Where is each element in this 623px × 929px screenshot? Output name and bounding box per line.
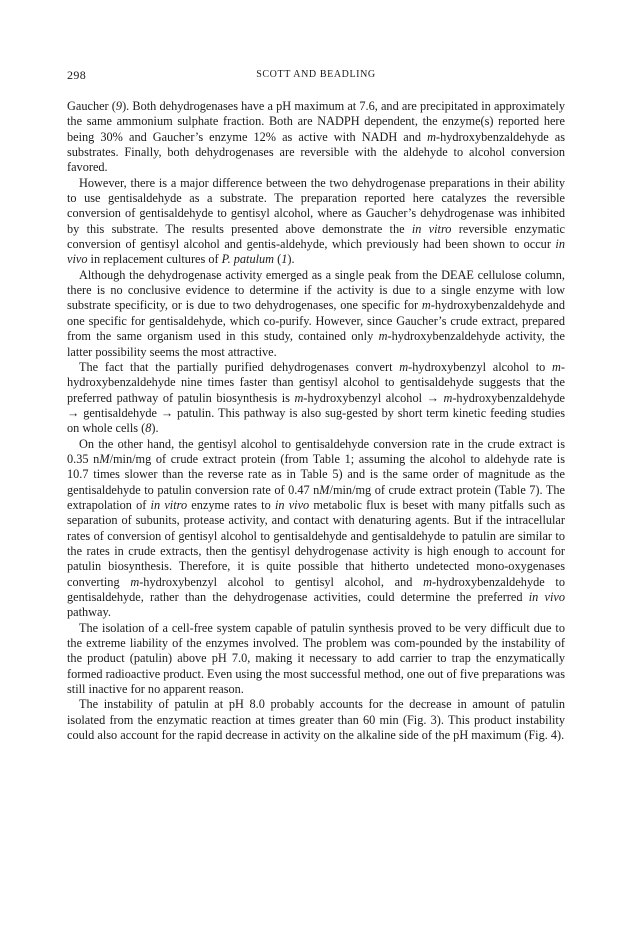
text-run: -hydroxybenzyl alcohol to xyxy=(408,359,552,374)
text-run: Gaucher ( xyxy=(67,99,116,113)
journal-page xyxy=(67,68,565,918)
italic-text: m xyxy=(378,329,388,344)
text-run: -hydroxybenzaldehyde activity, the latter possibility seems the most attractive. xyxy=(67,329,565,359)
text-run: /min/mg of crude extract protein (from Table 1; assuming the alcohol to aldehyde rate is 10.7 times slower than the reverse rate as in Table 5) and is the same order of magnitude as the gentisaldehyde to patulin conversion rate of 0.47 n xyxy=(67,451,565,497)
italic-text: m xyxy=(443,390,453,405)
italic-text: P. patulum xyxy=(221,252,275,267)
paragraph-3 xyxy=(67,268,565,360)
text-run: ). xyxy=(151,421,159,436)
italic-text: m xyxy=(399,359,409,374)
running-head xyxy=(67,68,565,86)
text-run: in replacement cultures of xyxy=(87,252,222,267)
text-run: -hydroxybenzaldehyde to gentisaldehyde, rather than the dehydrogenase activities, could determine the preferred xyxy=(67,574,565,604)
italic-text: m xyxy=(427,129,437,144)
italic-text: in vitro xyxy=(411,221,452,236)
running-title: SCOTT AND BEADLING xyxy=(256,69,376,80)
text-run: The isolation of a cell-free system capable of patulin synthesis proved to be very difficult due to the extreme liability of the enzymes involved. The problem was com-pounded by the instability of the product (patulin) above pH 7.0, making it necessary to add carrier to trap the enzymatically formed radioactive product. Even using the most successful method, one out of five preparations was still inactive for no apparent reason. xyxy=(67,620,565,697)
italic-text: in vivo xyxy=(274,497,310,512)
text-run: The instability of patulin at pH 8.0 probably accounts for the decrease in amount of patulin isolated from the enzymatic reaction at times greater than 60 min (Fig. 3). This product instability could also account for the rapid decrease in activity on the alkaline side of the pH maximum (Fig. 4). xyxy=(67,697,565,743)
paragraph-7 xyxy=(67,697,565,743)
text-run: ). xyxy=(287,252,295,267)
italic-text: in vivo xyxy=(528,590,565,604)
italic-text: m xyxy=(423,574,433,589)
italic-text: 8 xyxy=(145,421,152,436)
text-run: pathway. xyxy=(67,605,111,620)
text-run: -hydroxybenzaldehyde as substrates. Finally, both dehydrogenases are reversible with the aldehyde to alcohol conversion favored. xyxy=(67,129,565,175)
text-run: However, there is a major difference between the two dehydrogenase preparations in their ability to use gentisaldehyde as a substrate. The preparation reported here catalyzes the reversible conversion of gentisaldehyde to gentisyl alcohol, where as Gaucher’s dehydrogenase was inhibited by this substrate. The results presented above demonstrate the xyxy=(67,175,565,236)
text-run: enzyme rates to xyxy=(187,497,275,512)
italic-text: m xyxy=(130,574,140,589)
italic-text: m xyxy=(294,390,304,405)
italic-text: in vitro xyxy=(150,497,188,512)
text-run: -hydroxybenzaldehyde → gentisaldehyde → patulin. This pathway is also sug-gested by short term kinetic feeding studies on whole cells ( xyxy=(67,390,566,436)
paragraph-1 xyxy=(67,99,565,176)
text-run: The fact that the partially purified dehydrogenases convert xyxy=(79,359,400,374)
text-run: -hydroxybenzaldehyde and one specific for gentisaldehyde, which co-purify. However, since Gaucher’s crude extract, prepared from the same organism used in this study, contained only xyxy=(67,298,565,344)
paragraph-2 xyxy=(67,176,565,268)
paragraph-5 xyxy=(67,437,565,621)
italic-text: m xyxy=(421,298,431,313)
paragraph-4 xyxy=(67,360,565,437)
text-run: metabolic flux is beset with many pitfalls such as separation of subunits, protease activity, and contact with denaturing agents. But if the intracellular rates of conversion of gentisyl alcohol to gentisaldehyde and gentisaldehyde to patulin are similar to the rates in crude extracts, then the gentisyl dehydrogenase activity is high enough to account for patulin biosynthesis. Therefore, it is quite possible that hitherto undetected mono-oxygenases converting xyxy=(67,497,565,589)
italic-text: 1 xyxy=(281,252,288,267)
text-run: -hydroxybenzaldehyde nine times faster than gentisyl alcohol to gentisaldehyde suggests that the preferred pathway of patulin biosynthesis is xyxy=(67,359,565,405)
text-run: -hydroxybenzyl alcohol → xyxy=(303,390,444,405)
article-body xyxy=(67,99,565,743)
text-run: On the other hand, the gentisyl alcohol to gentisaldehyde conversion rate in the crude extract is 0.35 n xyxy=(67,436,565,466)
italic-text: in vivo xyxy=(67,237,565,267)
italic-text: M xyxy=(99,451,110,466)
text-run: Although the dehydrogenase activity emerged as a single peak from the DEAE cellulose column, there is no conclusive evidence to determine if the activity is due to a single enzyme with low substrate specificity, or is due to two dehydrogenases, one specific for xyxy=(67,267,565,313)
text-run: /min/mg of crude extract protein (Table 7). The extrapolation of xyxy=(67,482,565,512)
text-run: reversible enzymatic conversion of gentisyl alcohol and gentis-aldehyde, which previously had been shown to occur xyxy=(67,221,565,252)
paragraph-6 xyxy=(67,621,565,698)
page-number: 298 xyxy=(67,68,87,82)
italic-text: M xyxy=(319,482,330,497)
italic-text: 9 xyxy=(115,99,123,113)
text-run: ). Both dehydrogenases have a pH maximum at 7.6, and are precipitated in approximately the same ammonium sulphate fraction. Both are NADPH dependent, the enzyme(s) reported here being 30% and Gaucher’s enzyme 12% as active with NADH and xyxy=(67,99,565,144)
text-run: ( xyxy=(274,252,282,267)
text-run: -hydroxybenzyl alcohol to gentisyl alcohol, and xyxy=(139,574,424,589)
italic-text: m xyxy=(552,359,561,374)
